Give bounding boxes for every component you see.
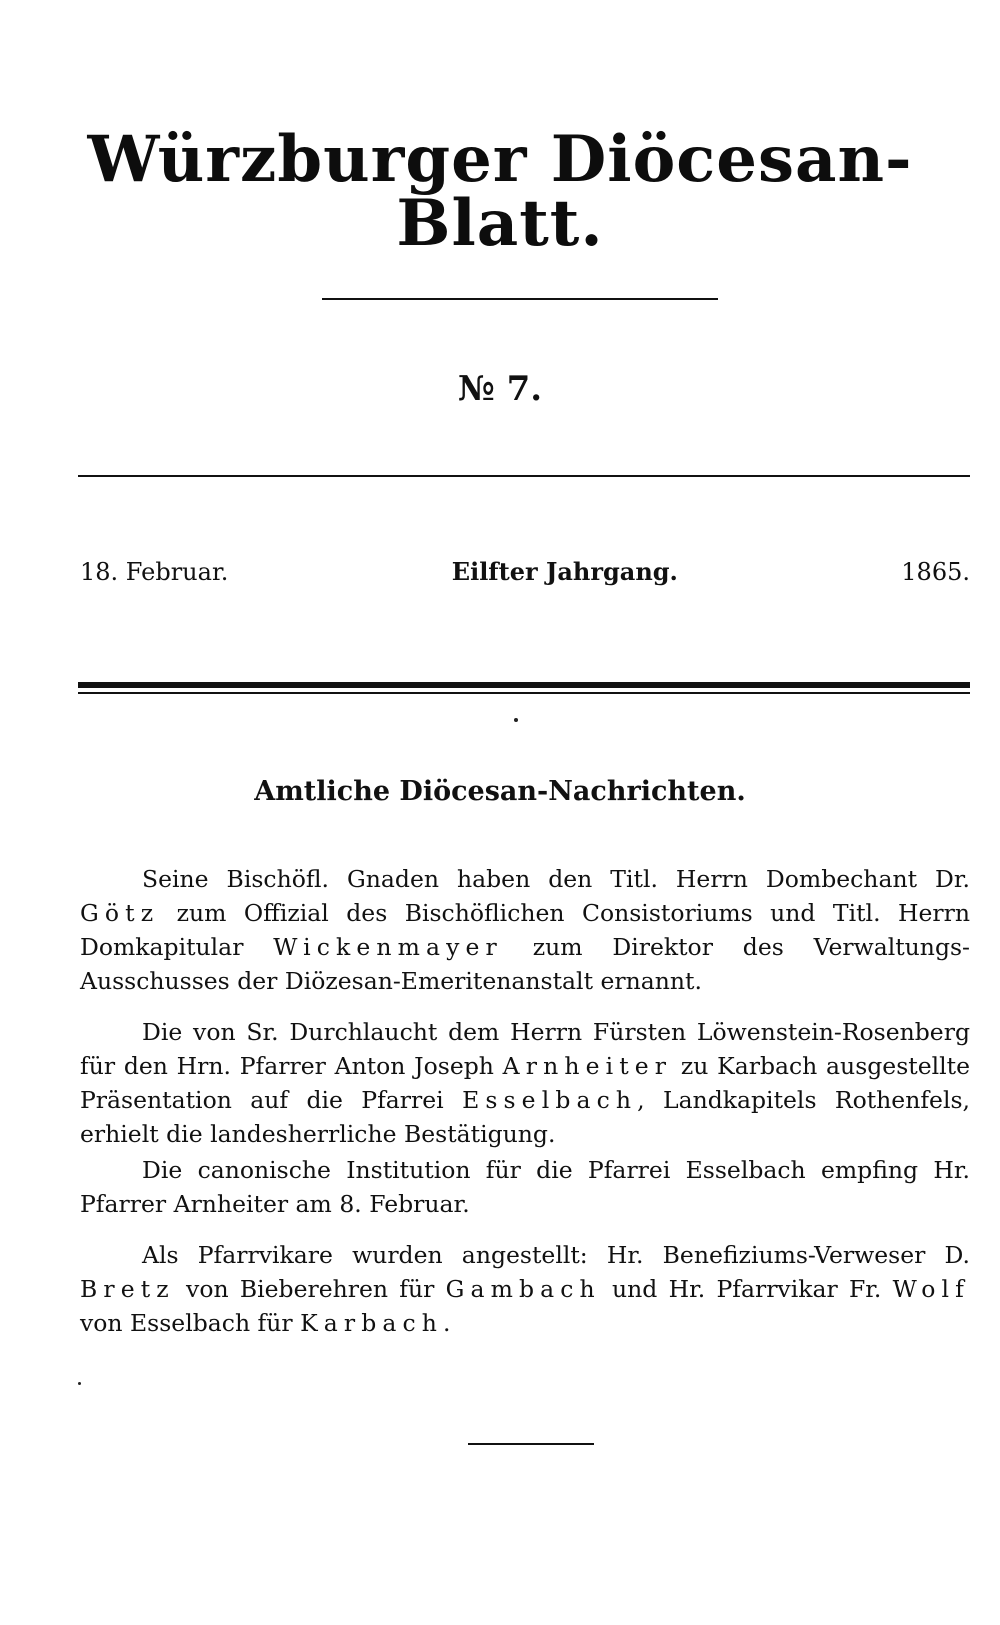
paragraph-4 <box>80 1238 970 1340</box>
section-title: Amtliche Diöcesan-Nachrichten. <box>254 776 746 807</box>
masthead-title: Würzburger Diöcesan-Blatt. <box>87 122 913 261</box>
text-run: Als Pfarrvikare wurden angestellt: Hr. Benefiziums-Verweser D. <box>142 1241 970 1269</box>
spaced-name: Esselbach <box>462 1086 638 1114</box>
spaced-name: Wolf <box>892 1275 970 1303</box>
paragraph-1 <box>80 862 970 998</box>
spaced-name: Gambach <box>445 1275 601 1303</box>
issue-divider <box>78 475 970 477</box>
spaced-name: Götz <box>80 899 160 927</box>
spaced-name: Arnheiter <box>502 1052 673 1080</box>
text-run: , Landkapitels Rothenfels, erhielt die landesherrliche Bestätigung. <box>80 1086 970 1148</box>
volume-label: Eilfter Jahrgang. <box>451 557 678 586</box>
text-run: zum Offizial des Bischöflichen Consistoriums und Titl. Herrn Domkapitular <box>80 899 970 961</box>
text-run: zu Karbach ausgestellte Präsentation auf die Pfarrei <box>80 1052 970 1114</box>
spaced-name: Bretz <box>80 1275 175 1303</box>
issue-date: 18. Februar. <box>80 558 229 586</box>
header-rule-thick <box>78 682 970 688</box>
paragraph-2 <box>80 1015 970 1151</box>
text-run: zum Direktor des Verwaltungs-Ausschusses der Diözesan-Emeritenanstalt ernannt. <box>80 933 970 995</box>
print-speck <box>78 1382 81 1385</box>
masthead-divider <box>322 298 718 300</box>
body-text <box>80 862 970 1340</box>
spaced-name: Wickenmayer <box>273 933 503 961</box>
issue-number: № 7. <box>457 369 543 409</box>
header-rule-thin <box>78 692 970 694</box>
print-speck <box>514 718 518 722</box>
spaced-name: Karbach <box>300 1309 444 1337</box>
text-run: . <box>443 1309 451 1337</box>
closing-divider <box>468 1443 594 1445</box>
paragraph-3 <box>80 1153 970 1221</box>
issue-year: 1865. <box>901 558 970 586</box>
text-run: Seine Bischöfl. Gnaden haben den Titl. Herrn Dombechant Dr. <box>142 865 970 893</box>
text-run: Die canonische Institution für die Pfarrei Esselbach empfing Hr. Pfarrer Arnheiter am 8. Februar. <box>80 1156 970 1218</box>
text-run: und Hr. Pfarrvikar Fr. <box>600 1275 893 1303</box>
dateline <box>80 557 970 586</box>
text-run: Die von Sr. Durchlaucht dem Herrn Fürsten Löwenstein-Rosenberg für den Hrn. Pfarrer Anton Joseph <box>80 1018 970 1080</box>
text-run: von Bieberehren für <box>174 1275 446 1303</box>
text-run: von Esselbach für <box>80 1309 301 1337</box>
